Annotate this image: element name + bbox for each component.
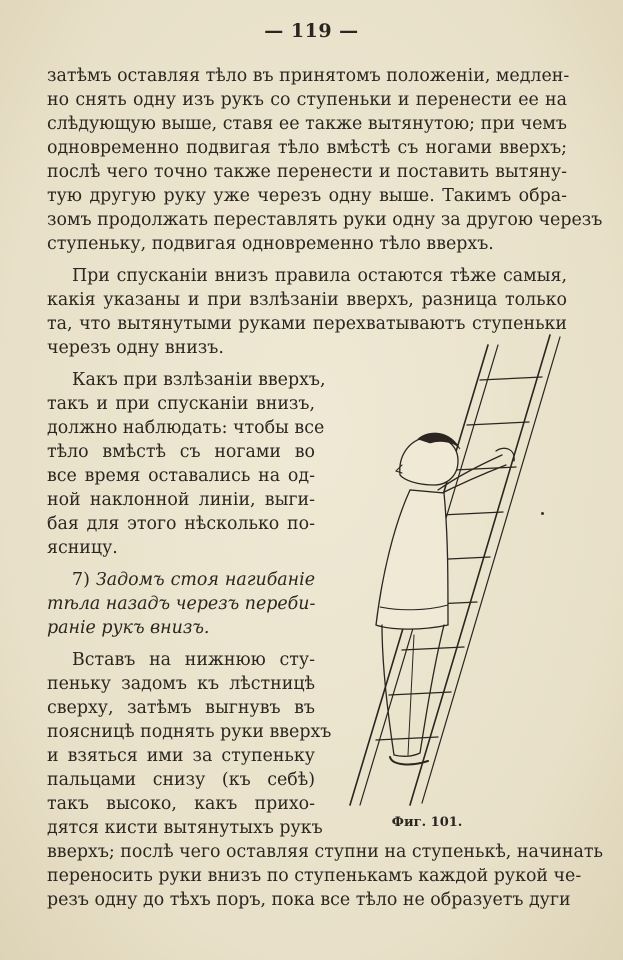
text-line: вверхъ; послѣ чего оставляя ступни на ступенькѣ, начинать bbox=[47, 842, 603, 862]
text-line: сверху, затѣмъ выгнувъ въ bbox=[47, 698, 315, 718]
text-line: дятся кисти вытянутыхъ рукъ bbox=[47, 818, 323, 838]
ink-speck bbox=[541, 512, 544, 515]
text-line: поясницѣ поднять руки вверхъ bbox=[47, 722, 332, 742]
page-number: — 119 — bbox=[264, 20, 359, 42]
text-line: все время оставались на од- bbox=[47, 466, 315, 486]
section-heading-line: тѣла назадъ черезъ переби- bbox=[47, 594, 316, 614]
text-line: пеньку задомъ къ лѣстницѣ bbox=[47, 674, 315, 694]
text-line: переносить руки внизъ по ступенькамъ каждой рукой че- bbox=[47, 866, 582, 886]
text-line: бая для этого нѣсколько по- bbox=[47, 514, 315, 534]
text-line: ясницу. bbox=[47, 538, 118, 558]
text-line: тую другую руку уже черезъ одну выше. Такимъ обра- bbox=[47, 186, 567, 206]
text-line: ступеньку, подвигая одновременно тѣло вверхъ. bbox=[47, 234, 494, 254]
text-line: При спусканіи внизъ правила остаются тѣже самыя, bbox=[72, 266, 567, 286]
text-line: затѣмъ оставляя тѣло въ принятомъ положеніи, медлен- bbox=[47, 66, 570, 86]
text-line: какія указаны и при взлѣзаніи вверхъ, разница только bbox=[47, 290, 567, 310]
text-line: зомъ продолжать переставлять руки одну за другою черезъ bbox=[47, 210, 603, 230]
section-heading: 7) Задомъ стоя нагибаніе bbox=[72, 570, 315, 590]
text-line: такъ высоко, какъ прихо- bbox=[47, 794, 315, 814]
text-line: черезъ одну внизъ. bbox=[47, 338, 224, 358]
text-line: тѣло вмѣстѣ съ ногами во bbox=[47, 442, 315, 462]
text-line: резъ одну до тѣхъ поръ, пока все тѣло не образуетъ дуги bbox=[47, 890, 571, 910]
text-line: ной наклонной линіи, выги- bbox=[47, 490, 315, 510]
ladder-figure-illustration bbox=[330, 325, 580, 815]
text-line: послѣ чего точно также перенести и поставить вытяну- bbox=[47, 162, 567, 182]
text-line: Какъ при взлѣзаніи вверхъ, bbox=[72, 370, 326, 390]
text-line: Вставъ на нижнюю сту- bbox=[72, 650, 315, 670]
text-line: и взяться ими за ступеньку bbox=[47, 746, 315, 766]
figure-caption: Фиг. 101. bbox=[391, 815, 463, 830]
text-line: слѣдующую выше, ставя ее также вытянутою; при чемъ bbox=[47, 114, 567, 134]
text-line: должно наблюдать: чтобы все bbox=[47, 418, 325, 438]
text-line: одновременно подвигая тѣло вмѣстѣ съ ногами вверхъ; bbox=[47, 138, 567, 158]
text-line: такъ и при спусканіи внизъ, bbox=[47, 394, 315, 414]
text-line: но снять одну изъ рукъ со ступеньки и перенести ее на bbox=[47, 90, 567, 110]
section-heading-line: раніе рукъ внизъ. bbox=[47, 618, 210, 638]
text-line: пальцами снизу (къ себѣ) bbox=[47, 770, 315, 790]
text-line: та, что вытянутыми руками перехватываютъ ступеньки bbox=[47, 314, 567, 334]
